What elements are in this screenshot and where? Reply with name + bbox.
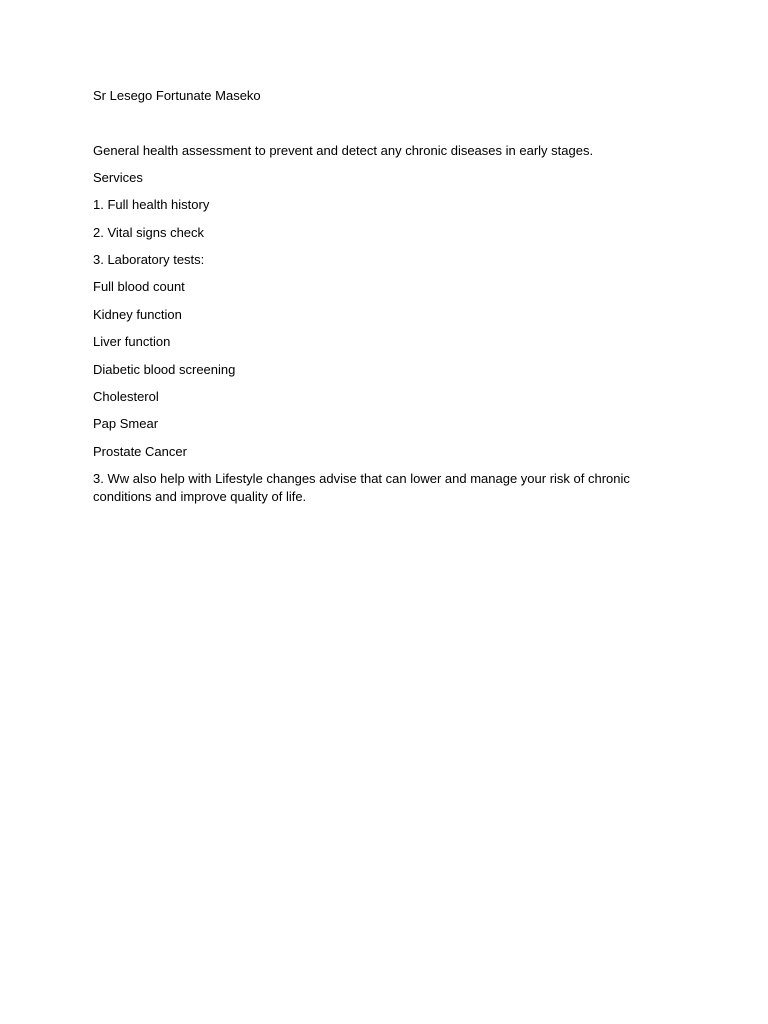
author-name: Sr Lesego Fortunate Maseko: [93, 88, 261, 103]
lab-test-item: Full blood count: [93, 279, 185, 294]
lab-test-item: Liver function: [93, 334, 171, 349]
services-heading: Services: [93, 170, 143, 185]
service-item: 3. Laboratory tests:: [93, 252, 205, 267]
lab-test-item: Cholesterol: [93, 389, 159, 404]
intro-text: General health assessment to prevent and detect any chronic diseases in early stages.: [93, 143, 594, 158]
lab-test-item: Diabetic blood screening: [93, 362, 236, 377]
closing-text-line-2: conditions and improve quality of life.: [93, 489, 307, 504]
closing-text-line-1: 3. Ww also help with Lifestyle changes advise that can lower and manage your risk of chronic: [93, 471, 630, 486]
service-item: 1. Full health history: [93, 197, 210, 212]
lab-test-item: Prostate Cancer: [93, 444, 187, 459]
lab-test-item: Pap Smear: [93, 416, 159, 431]
service-item: 2. Vital signs check: [93, 225, 205, 240]
lab-test-item: Kidney function: [93, 307, 182, 322]
